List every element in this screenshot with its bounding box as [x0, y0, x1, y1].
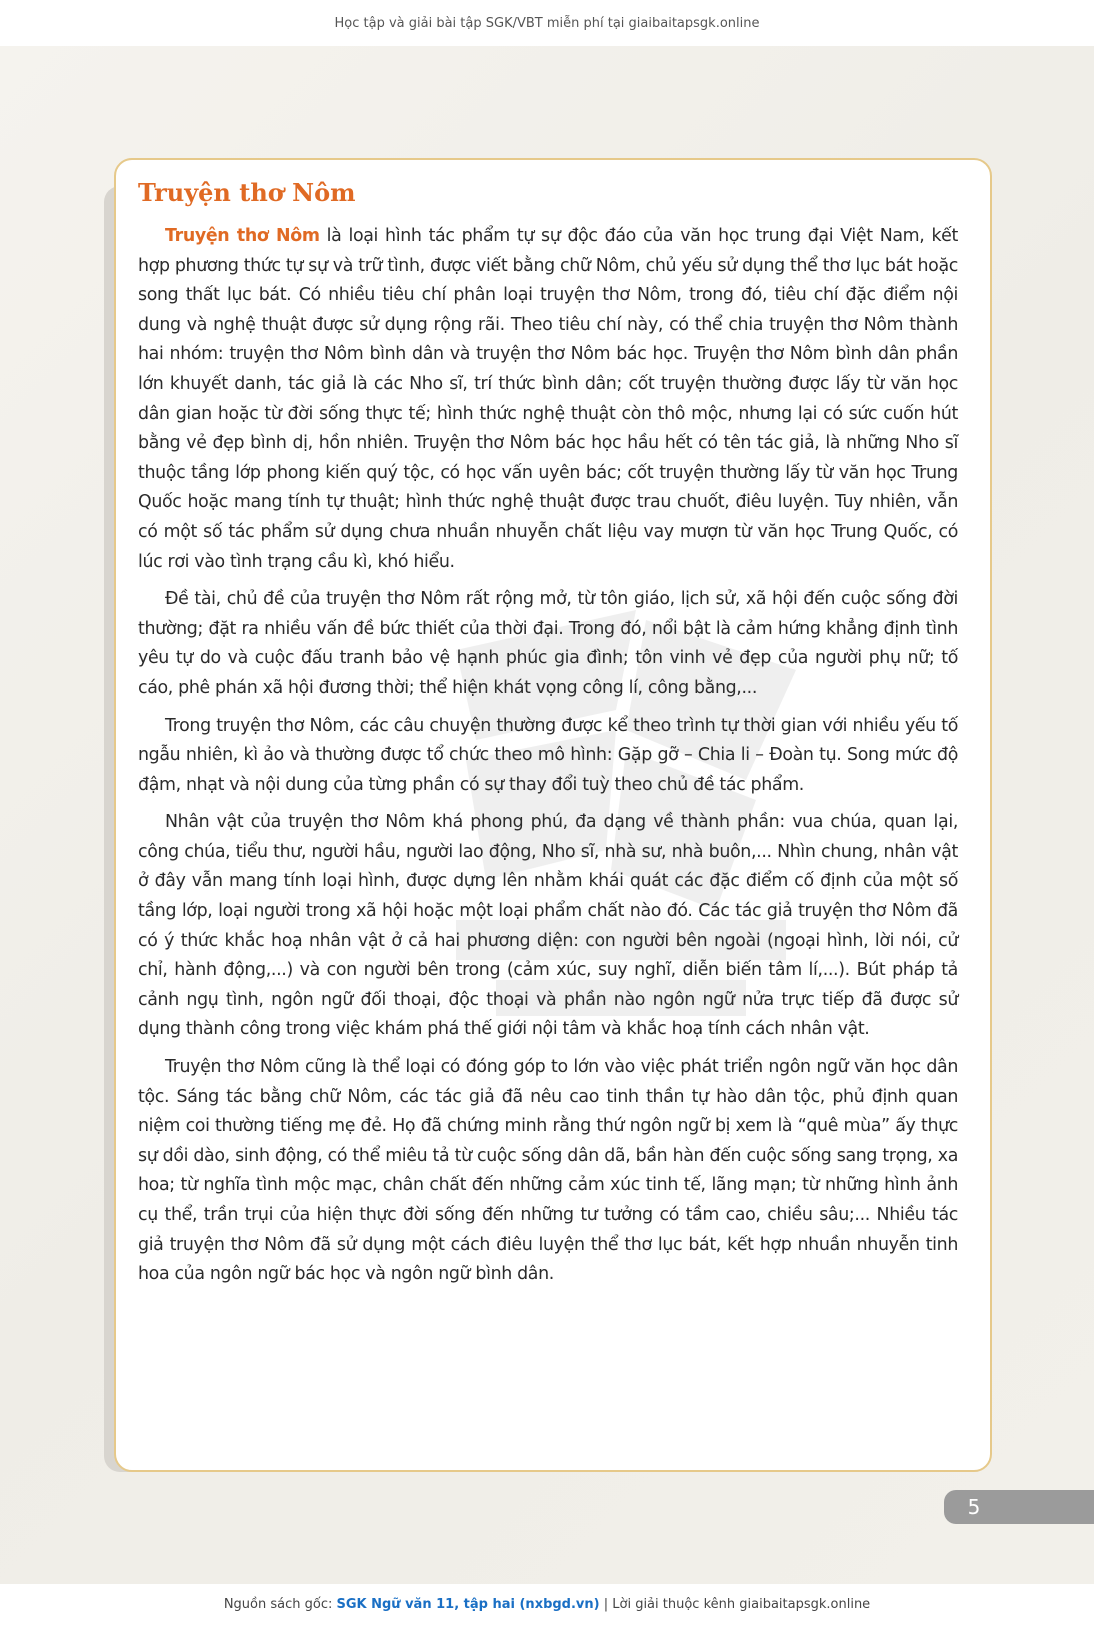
highlighted-term: Truyện thơ Nôm — [165, 226, 320, 246]
paragraph-3: Trong truyện thơ Nôm, các câu chuyện thường được kể theo trình tự thời gian với nhiều yếu tố ngẫu nhiên, kì ảo và thường được tổ chức theo mô hình: Gặp gỡ – Chia li – Đoàn tụ. Song mức độ đậm, nhạt và nội dung của từng phần có sự thay đổi tuỳ theo chủ đề tác phẩm. — [138, 715, 958, 795]
footer — [0, 1584, 1094, 1626]
section-title: Truyện thơ Nôm — [138, 178, 356, 207]
footer-book-link[interactable]: SGK Ngữ văn 11, tập hai (nxbgd.vn) — [336, 1597, 600, 1612]
content-card — [114, 158, 992, 1472]
top-banner-text: Học tập và giải bài tập SGK/VBT miễn phí tại giaibaitapsgk.online — [334, 16, 760, 31]
paragraph-1 — [138, 222, 958, 577]
top-banner — [0, 0, 1094, 46]
footer-prefix: Nguồn sách gốc: — [223, 1597, 337, 1612]
paragraph-4: Nhân vật của truyện thơ Nôm khá phong phú, đa dạng về thành phần: vua chúa, quan lại, công chúa, tiểu thư, người hầu, người lao động, Nho sĩ, nhà sư, nhà buôn,... Nhìn chung, nhân vật ở đây vẫn mang tính loại hình, được dựng lên nhằm khái quát các đặc điểm cố định của một số tầng lớp, loại người trong xã hội hoặc một loại phẩm chất nào đó. Các tác giả truyện thơ Nôm đã có ý thức khắc hoạ nhân vật ở cả hai phương diện: con người bên ngoài (ngoại hình, lời nói, cử chỉ, hành động,...) và con người bên trong (cảm xúc, suy nghĩ, diễn biến tâm lí,...). Bút pháp tả cảnh ngụ tình, ngôn ngữ đối thoại, độc thoại và phần nào ngôn ngữ nửa trực tiếp đã được sử dụng thành công trong việc khám phá thế giới nội tâm và khắc hoạ tính cách nhân vật. — [138, 812, 958, 1040]
page-number-tab — [944, 1490, 1094, 1524]
page-number: 5 — [967, 1495, 981, 1519]
paragraph-2: Đề tài, chủ đề của truyện thơ Nôm rất rộng mở, từ tôn giáo, lịch sử, xã hội đến cuộc sống đời thường; đặt ra nhiều vấn đề bức thiết của thời đại. Trong đó, nổi bật là cảm hứng khẳng định tình yêu tự do và cuộc đấu tranh bảo vệ hạnh phúc gia đình; tôn vinh vẻ đẹp của người phụ nữ; tố cáo, phê phán xã hội đương thời; thể hiện khát vọng công lí, công bằng,... — [138, 589, 958, 698]
footer-suffix: | Lời giải thuộc kênh giaibaitapsgk.online — [599, 1597, 871, 1612]
section-body — [138, 222, 958, 1298]
paragraph-5: Truyện thơ Nôm cũng là thể loại có đóng góp to lớn vào việc phát triển ngôn ngữ văn học dân tộc. Sáng tác bằng chữ Nôm, các tác giả đã nêu cao tinh thần tự hào dân tộc, phủ định quan niệm coi thường tiếng mẹ đẻ. Họ đã chứng minh rằng thứ ngôn ngữ bị xem là “quê mùa” ấy thực sự dồi dào, sinh động, có thể miêu tả từ cuộc sống dân dã, bần hàn đến cuộc sống sang trọng, xa hoa; từ nghĩa tình mộc mạc, chân chất đến những cảm xúc tinh tế, lãng mạn; từ những hình ảnh cụ thể, trần trụi của hiện thực đời sống đến những tư tưởng có tầm cao, chiều sâu;... Nhiều tác giả truyện thơ Nôm đã sử dụng một cách điêu luyện thể thơ lục bát, kết hợp nhuần nhuyễn tinh hoa của ngôn ngữ bác học và ngôn ngữ bình dân. — [138, 1057, 958, 1285]
paragraph-1-text: là loại hình tác phẩm tự sự độc đáo của văn học trung đại Việt Nam, kết hợp phương thức tự sự và trữ tình, được viết bằng chữ Nôm, chủ yếu sử dụng thể thơ lục bát hoặc song thất lục bát. Có nhiều tiêu chí phân loại truyện thơ Nôm, trong đó, tiêu chí đặc điểm nội dung và nghệ thuật được sử dụng rộng rãi. Theo tiêu chí này, có thể chia truyện thơ Nôm thành hai nhóm: truyện thơ Nôm bình dân và truyện thơ Nôm bác học. Truyện thơ Nôm bình dân phần lớn khuyết danh, tác giả là các Nho sĩ, trí thức bình dân; cốt truyện thường được lấy từ văn học dân gian hoặc từ đời sống thực tế; hình thức nghệ thuật còn thô mộc, nhưng lại có sức cuốn hút bằng vẻ đẹp bình dị, hồn nhiên. Truyện thơ Nôm bác học hầu hết có tên tác giả, là những Nho sĩ thuộc tầng lớp phong kiến quý tộc, có học vấn uyên bác; cốt truyện thường lấy từ văn học Trung Quốc hoặc mang tính tự thuật; hình thức nghệ thuật được trau chuốt, điêu luyện. Tuy nhiên, vẫn có một số tác phẩm sử dụng chưa nhuần nhuyễn chất liệu vay mượn từ văn học Trung Quốc, có lúc rơi vào tình trạng cầu kì, khó hiểu. — [138, 226, 958, 572]
